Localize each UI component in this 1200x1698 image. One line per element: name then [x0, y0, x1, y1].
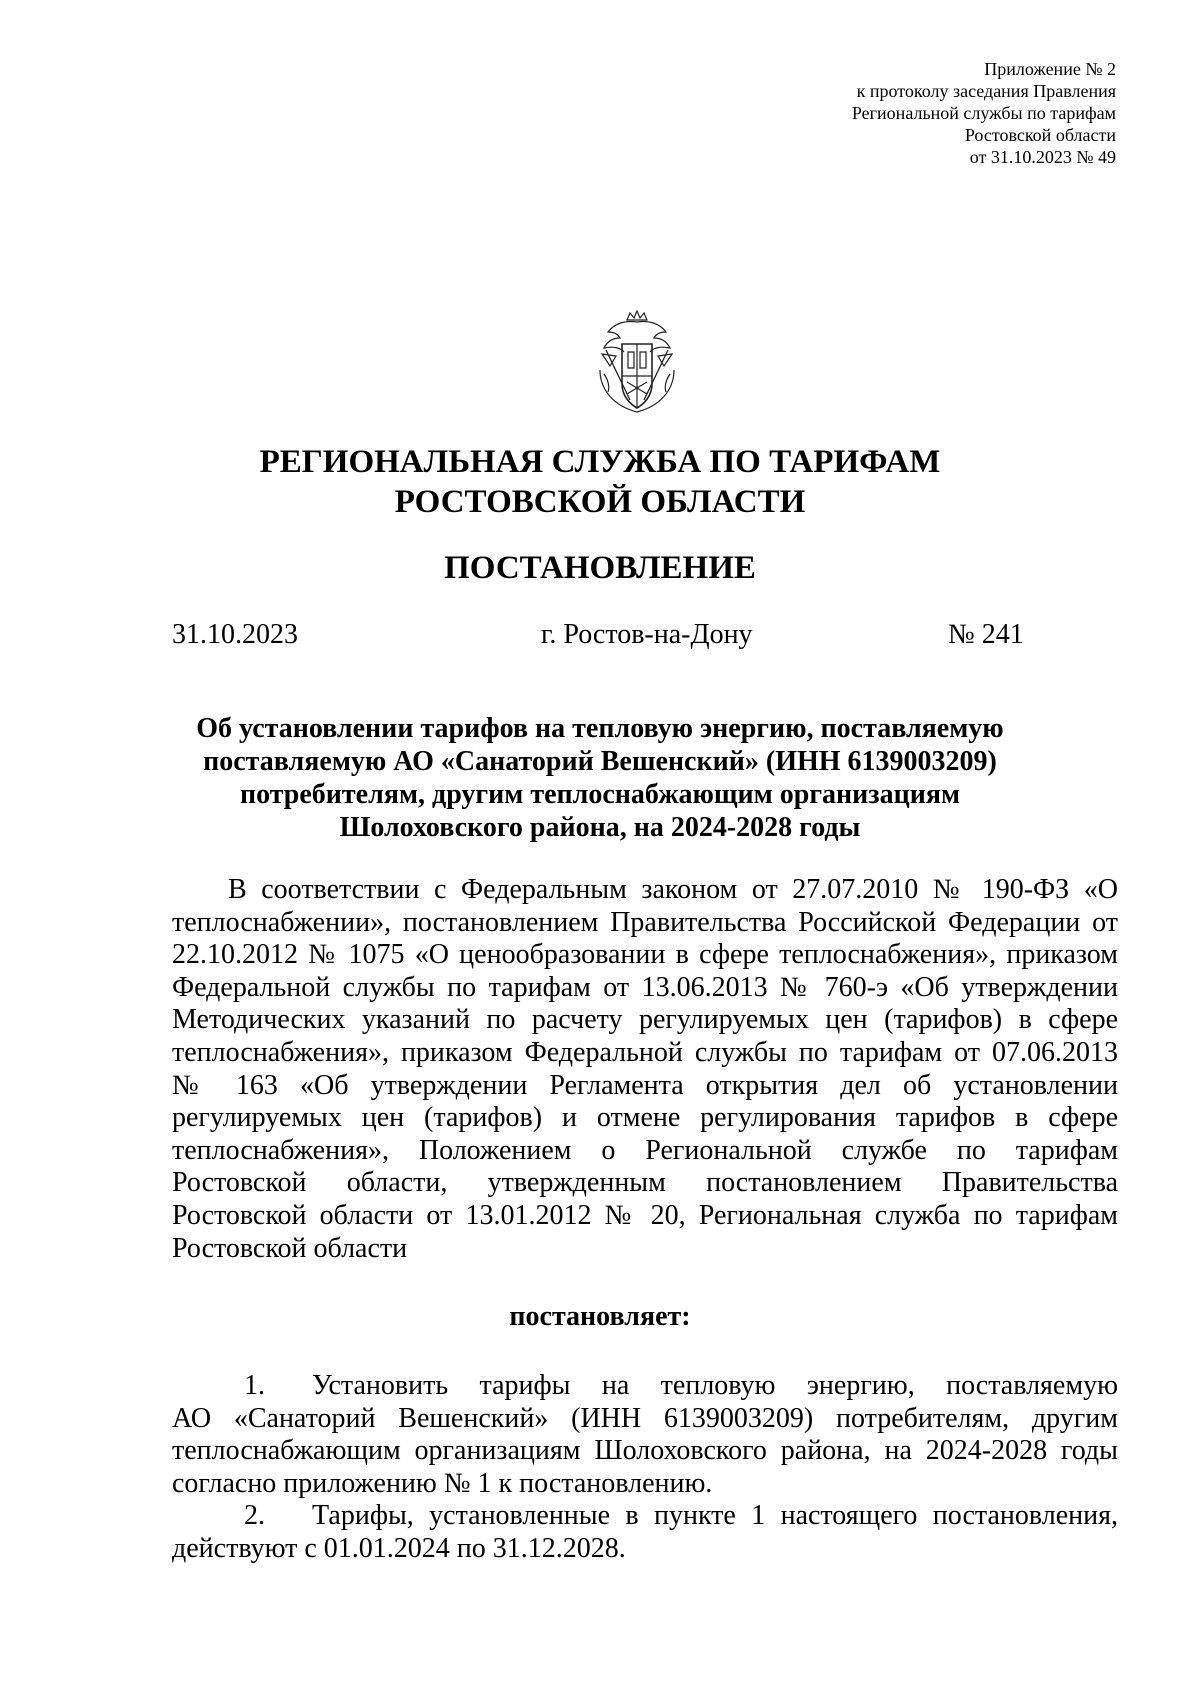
document-subject	[0, 712, 1200, 844]
list-item	[172, 1370, 1118, 1403]
resolution-keyword: постановляет:	[509, 1301, 691, 1332]
annex-line: Приложение № 2	[984, 59, 1116, 79]
preamble-line: 22.10.2012 № 1075 «О ценообразовании в сфере теплоснабжения», приказом	[172, 939, 1118, 971]
document-number: № 241	[948, 619, 1024, 650]
item-line: действуют с 01.01.2024 по 31.12.2028.	[172, 1532, 626, 1564]
preamble-line: № 163 «Об утверждении Регламента открытия дел об установлении	[172, 1069, 1118, 1101]
annex-line: от 31.10.2023 № 49	[969, 147, 1116, 167]
item-number: 1.	[244, 1370, 265, 1401]
preamble-paragraph	[172, 874, 1118, 1265]
item-line: АО «Санаторий Вешенский» (ИНН 6139003209) потребителям, другим	[172, 1402, 1118, 1434]
annex-line: Региональной службы по тарифам	[851, 103, 1116, 123]
preamble-line: Ростовской области от 13.01.2012 № 20, Региональная служба по тарифам	[172, 1199, 1118, 1231]
document-type: ПОСТАНОВЛЕНИЕ	[444, 550, 756, 586]
item-number: 2.	[244, 1500, 265, 1532]
preamble-line: Ростовской области, утвержденным постановлением Правительства	[172, 1167, 1118, 1199]
subject-line: Шолоховского района, на 2024-2028 годы	[339, 812, 861, 843]
resolution-items	[172, 1370, 1118, 1566]
item-line: согласно приложению № 1 к постановлению.	[172, 1467, 713, 1499]
preamble-line: Методических указаний по расчету регулируемых цен (тарифов) в сфере	[172, 1004, 1118, 1036]
item-line: Установить тарифы на тепловую энергию, поставляемую	[312, 1370, 1118, 1401]
document-date: 31.10.2023	[172, 619, 298, 650]
agency-title	[0, 442, 1200, 522]
list-item	[172, 1500, 1118, 1533]
agency-title-line: РЕГИОНАЛЬНАЯ СЛУЖБА ПО ТАРИФАМ	[259, 444, 941, 480]
agency-title-line: РОСТОВСКОЙ ОБЛАСТИ	[394, 484, 806, 520]
annex-line: к протоколу заседания Правления	[856, 81, 1116, 101]
subject-line: потребителям, другим теплоснабжающим организациям	[239, 779, 961, 810]
preamble-line: Ростовской области	[172, 1232, 408, 1264]
annex-note	[852, 58, 1116, 168]
preamble-line: В соответствии с Федеральным законом от 27.07.2010 № 190-ФЗ «О	[228, 874, 1118, 905]
preamble-line: Федеральной службы по тарифам от 13.06.2013 № 760-э «Об утверждении	[172, 971, 1118, 1003]
document-city: г. Ростов-на-Дону	[541, 619, 753, 650]
item-line: теплоснабжающим организациям Шолоховского района, на 2024-2028 годы	[172, 1435, 1118, 1467]
preamble-line: теплоснабжения», Положением о Региональной службе по тарифам	[172, 1134, 1118, 1166]
preamble-line: теплоснабжении», постановлением Правительства Российской Федерации от	[172, 906, 1118, 938]
preamble-line: регулируемых цен (тарифов) и отмене регулирования тарифов в сфере	[172, 1102, 1118, 1134]
item-line: Тарифы, установленные в пункте 1 настоящего постановления,	[312, 1500, 1118, 1532]
subject-line: поставляемую АО «Санаторий Вешенский» (ИНН 6139003209)	[203, 746, 997, 777]
subject-line: Об установлении тарифов на тепловую энергию, поставляемую	[196, 713, 1004, 744]
preamble-line: теплоснабжения», приказом Федеральной службы по тарифам от 07.06.2013	[172, 1036, 1118, 1068]
rostov-region-coat-of-arms-icon	[594, 310, 680, 414]
annex-line: Ростовской области	[964, 125, 1116, 145]
